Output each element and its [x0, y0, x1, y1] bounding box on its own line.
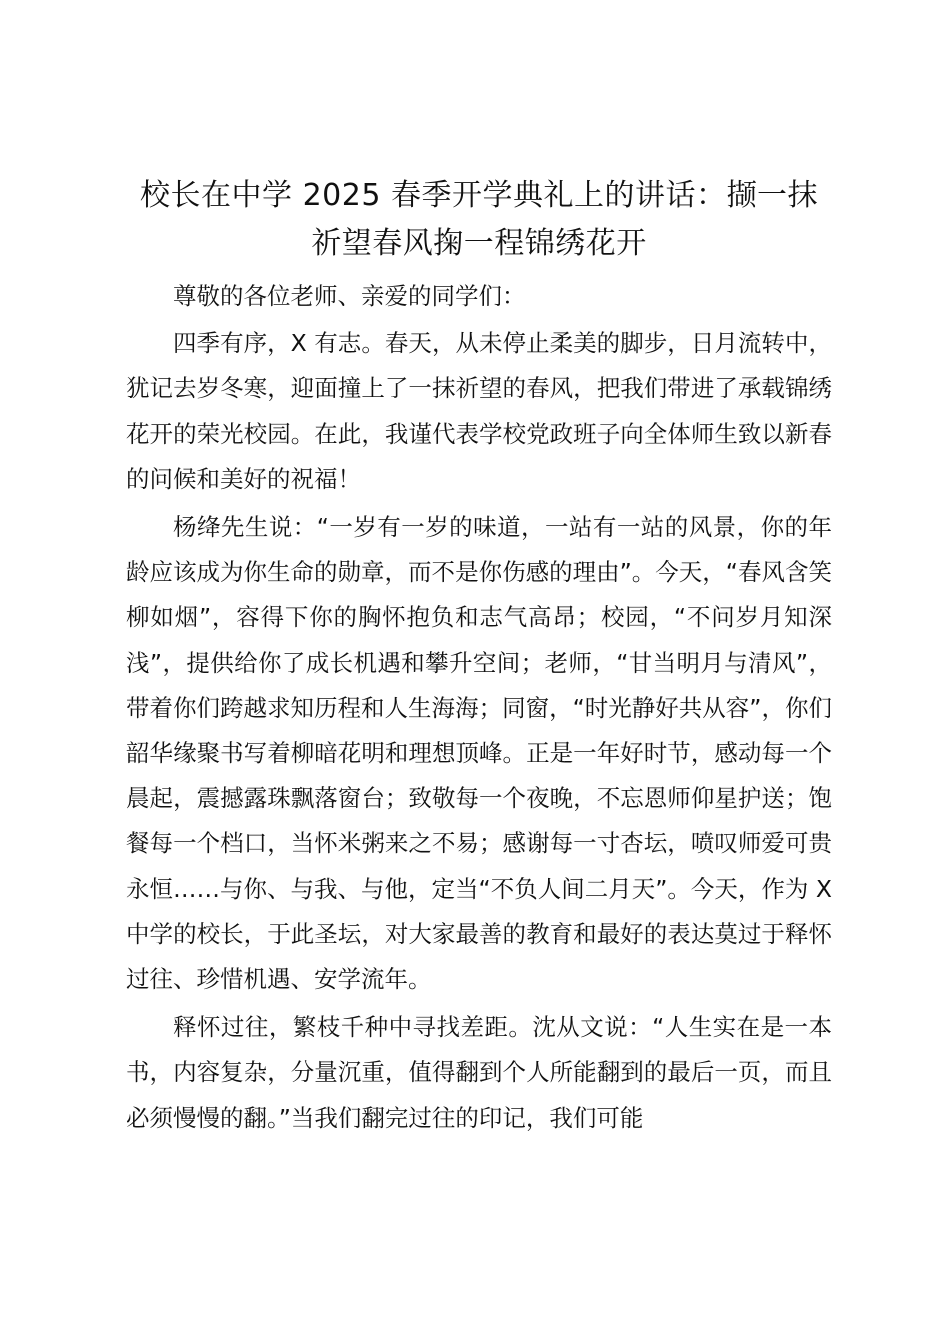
greeting-line: 尊敬的各位老师、亲爱的同学们： — [173, 282, 526, 310]
document-page — [126, 172, 832, 1141]
paragraph-3: 释怀过往，繁枝千种中寻找差距。沈从文说：“人生实在是一本书，内容复杂，分量沉重，值得翻到个人所能翻到的最后一页，而且必须慢慢的翻。”当我们翻完过往的印记，我们可能 — [126, 1013, 832, 1132]
paragraph-1: 四季有序，X 有志。春天，从未停止柔美的脚步，日月流转中，犹记去岁冬寒，迎面撞上了一抹祈望的春风，把我们带进了承载锦绣花开的荣光校园。在此，我谨代表学校党政班子向全体师生致以新春的问候和美好的祝福！ — [126, 329, 832, 493]
document-title: 校长在中学 2025 春季开学典礼上的讲话：撷一抹祈望春风掬一程锦绣花开 — [140, 178, 818, 261]
paragraph-2: 杨绛先生说：“一岁有一岁的味道，一站有一站的风景，你的年龄应该成为你生命的勋章，而不是你伤感的理由”。今天，“春风含笑柳如烟”，容得下你的胸怀抱负和志气高昂；校园，“不问岁月知深浅”，提供给你了成长机遇和攀升空间；老师，“甘当明月与清风”，带着你们跨越求知历程和人生海海；同窗，“时光静好共从容”，你们韶华缘聚书写着柳暗花明和理想顶峰。正是一年好时节，感动每一个晨起，震撼露珠飘落窗台；致敬每一个夜晚，不忘恩师仰星护送；饱餐每一个档口，当怀米粥来之不易；感谢每一寸杏坛，喷叹师爱可贵永恒……与你、与我、与他，定当“不负人间二月天”。今天，作为 X 中学的校长，于此圣坛，对大家最善的教育和最好的表达莫过于释怀过往、珍惜机遇、安学流年。 — [126, 513, 832, 994]
